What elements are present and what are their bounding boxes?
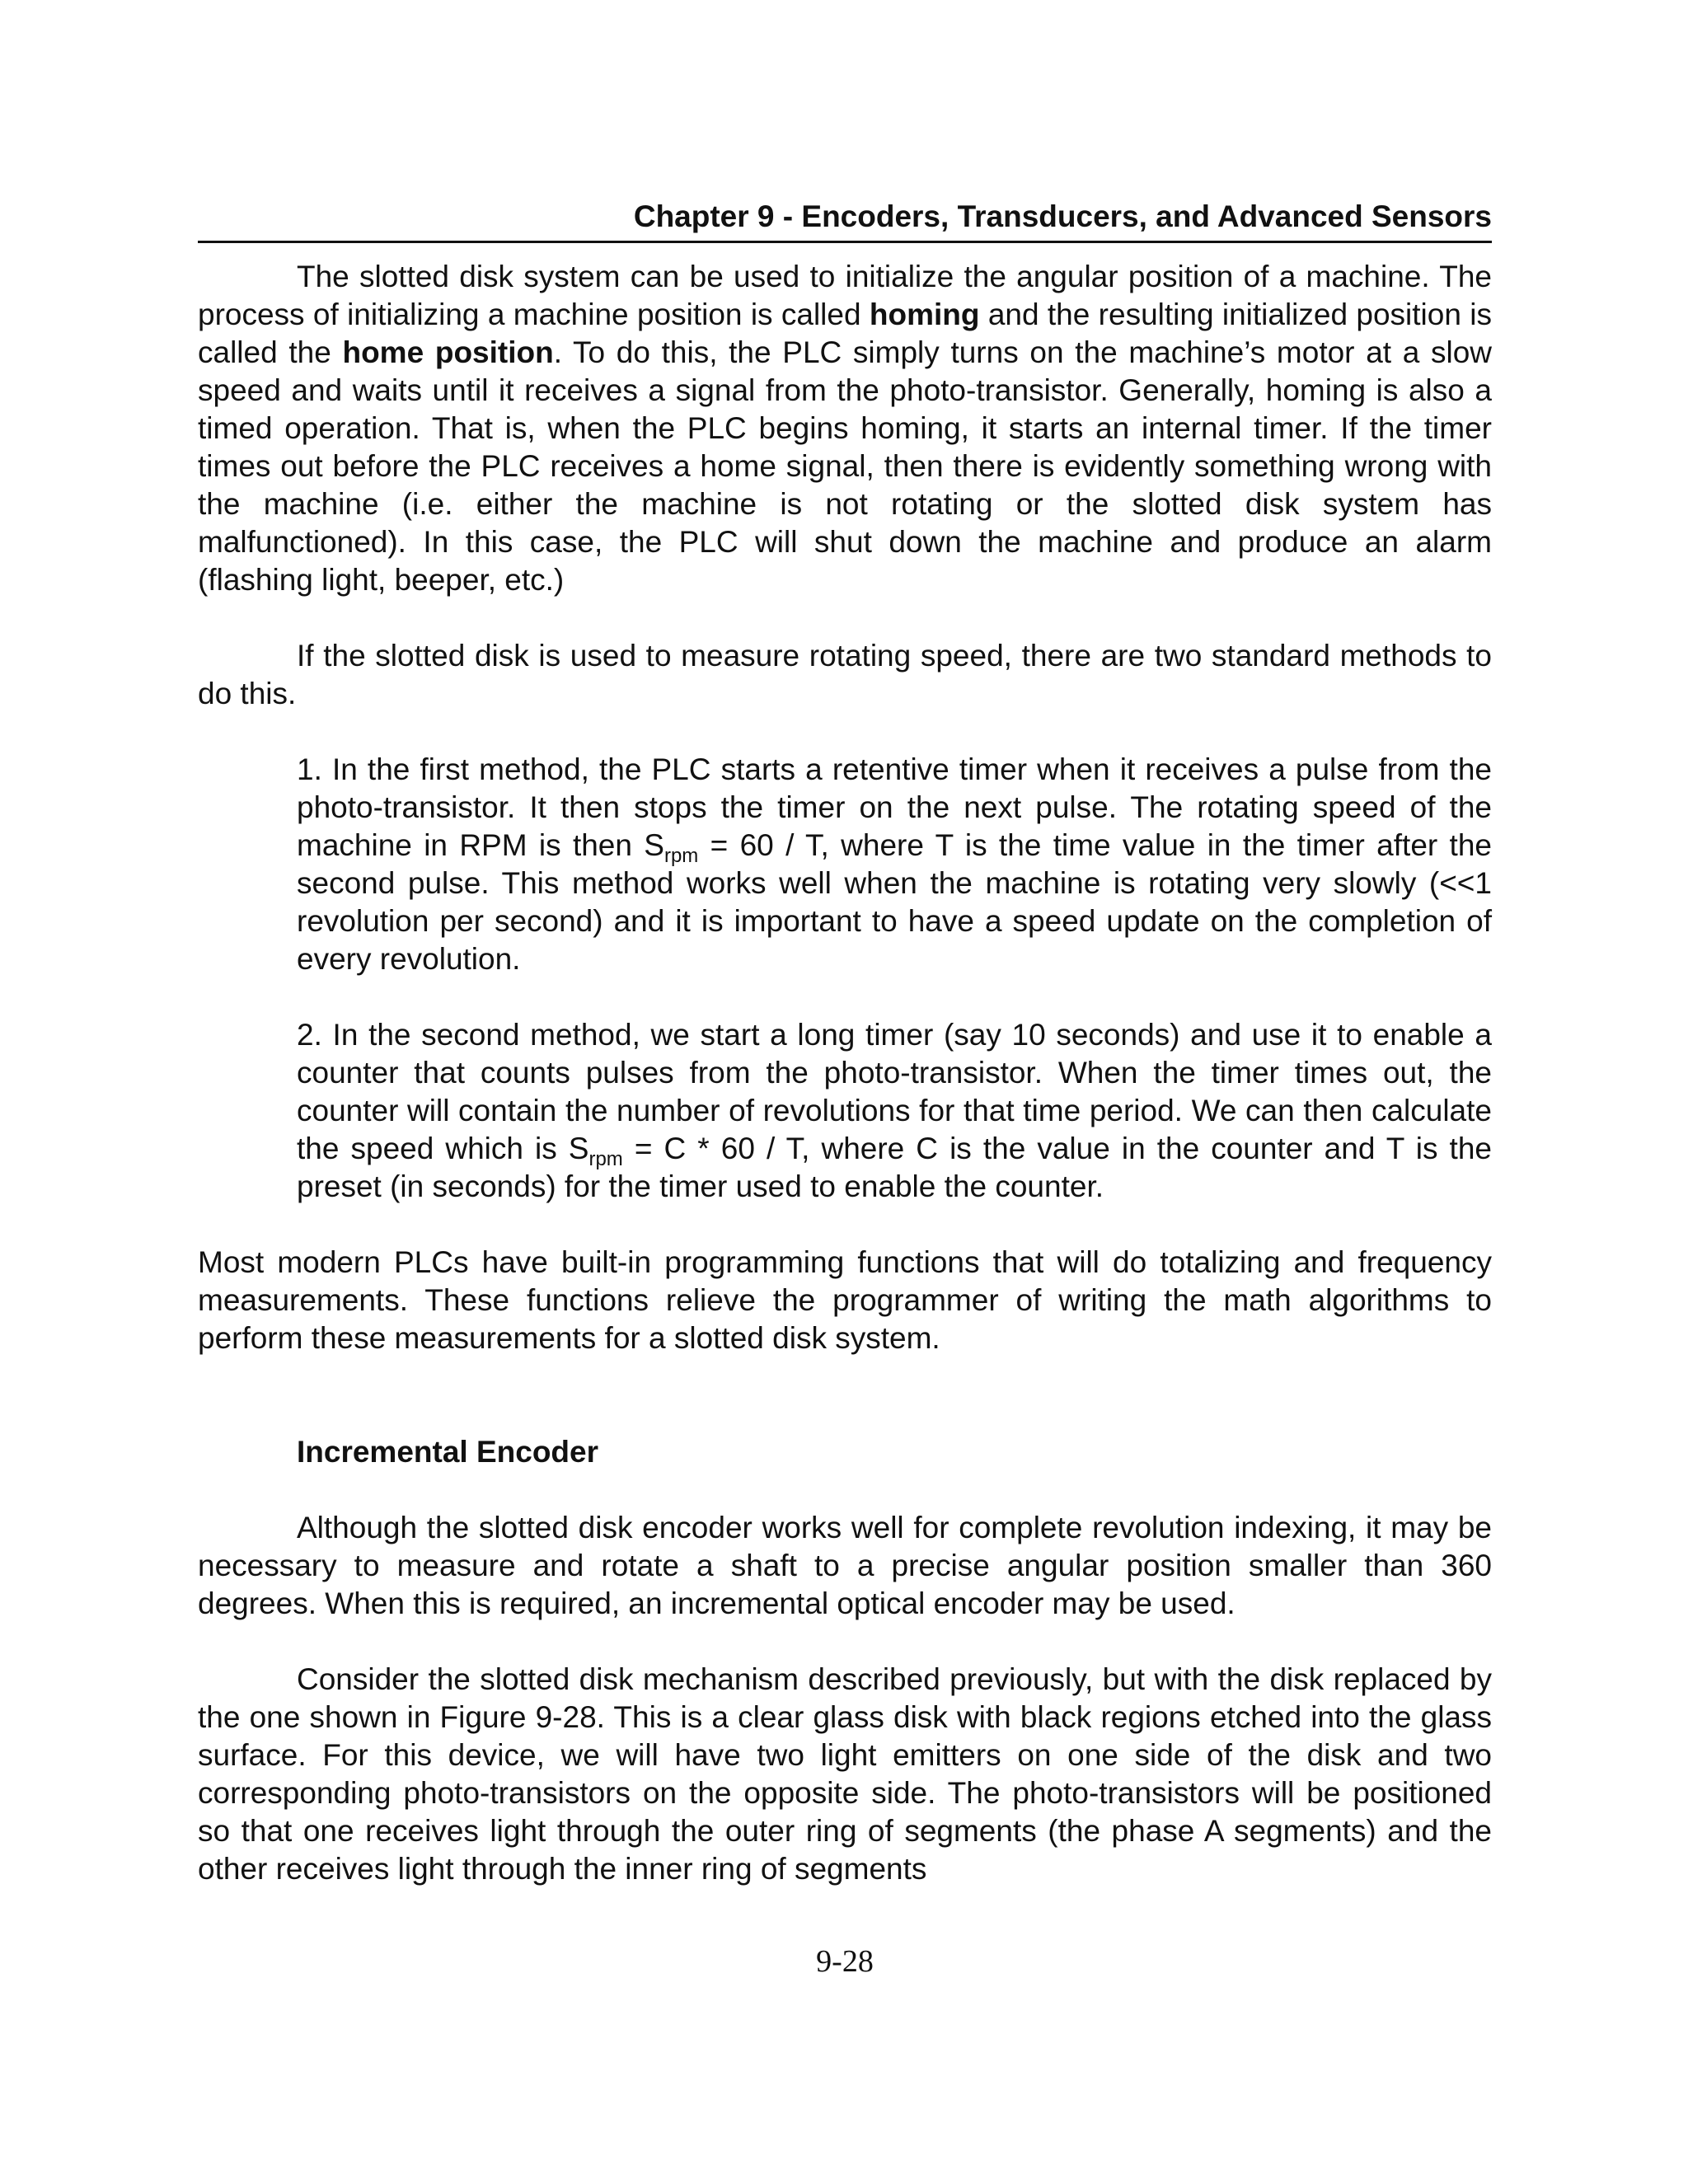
chapter-header: Chapter 9 - Encoders, Transducers, and Advanced Sensors [198, 196, 1492, 243]
list-item-first-method: 1. In the first method, the PLC starts a retentive timer when it receives a pulse from the photo-transistor. It then stops the timer on the next pulse. The rotating speed of the machine in RPM is then $S_{rpm} = 60 / T$, where T is the time value in the timer after the second pulse. This method works well when the machine is rotating very slowly (<<1 revolution per second) and it is important to have a speed update on the completion of every revolution. [297, 752, 1492, 976]
paragraph-speed-methods: If the slotted disk is used to measure rotating speed, there are two standard methods to do this. [198, 639, 1492, 710]
page-number: 9-28 [816, 1944, 874, 1979]
document-body [198, 258, 1492, 1888]
term-homing: homing [869, 298, 980, 331]
paragraph-glass-disk: Consider the slotted disk mechanism described previously, but with the disk replaced by the one shown in Figure 9-28. This is a clear glass disk with black regions etched into the glass surface. For this device, we will have two light emitters on one side of the disk and two corresponding photo-transistors on the opposite side. The photo-transistors will be positioned so that one receives light through the outer ring of segments (the phase A segments) and the other receives light through the inner ring of segments [198, 1662, 1492, 1886]
term-home-position: home position [342, 335, 554, 369]
paragraph-incremental-intro: Although the slotted disk encoder works well for complete revolution indexing, it may be necessary to measure and rotate a shaft to a precise angular position smaller than 360 degrees. When this is required, an incremental optical encoder may be used. [198, 1511, 1492, 1620]
subscript-rpm: rpm [663, 845, 699, 867]
section-heading: Incremental Encoder [297, 1435, 599, 1469]
paragraph-homing: The slotted disk system can be used to initialize the angular position of a machine. The process of initializing a machine position is called homing and the resulting initialized position is called the home position. To do this, the PLC simply turns on the machine’s motor at a slow speed and waits until it receives a signal from the photo-transistor. Generally, homing is also a timed operation. That is, when the PLC begins homing, it starts an internal timer. If the timer times out before the PLC receives a home signal, then there is evidently something wrong with the machine (i.e. either the machine is not rotating or the slotted disk system has malfunctioned). In this case, the PLC will shut down the machine and produce an alarm (flashing light, beeper, etc.) [198, 260, 1493, 597]
list-item-second-method: 2. In the second method, we start a long timer (say 10 seconds) and use it to enable a counter that counts pulses from the photo-transistor. When the timer times out, the counter will contain the number of revolutions for that time period. We can then calculate the speed which is $S_{rpm} = C * 60 / T$, where C is the value in the counter and T is the preset (in seconds) for the timer used to enable the counter. [297, 1018, 1492, 1203]
subscript-rpm: rpm [588, 1148, 623, 1170]
paragraph-modern-plcs: Most modern PLCs have built-in programming functions that will do totalizing and frequency measurements. These functions relieve the programmer of writing the math algorithms to perform these measurements for a slotted disk system. [198, 1245, 1492, 1355]
